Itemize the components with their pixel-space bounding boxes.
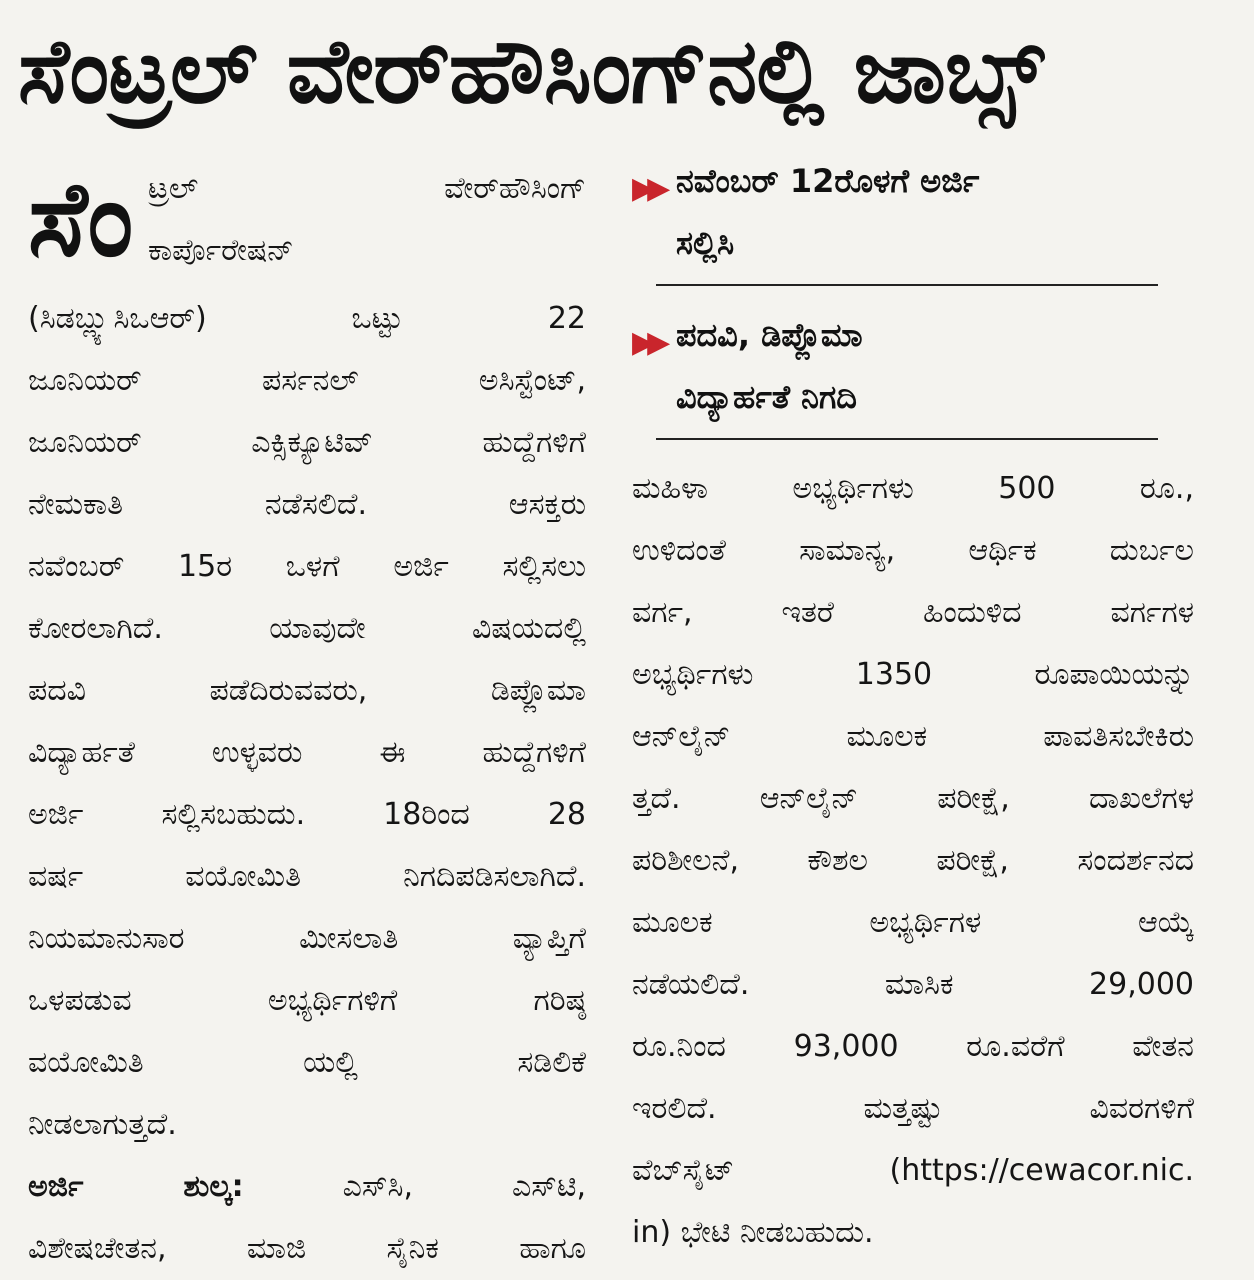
text-line: ವರ್ಗ, ಇತರೆ ಹಿಂದುಳಿದ ವರ್ಗಗಳ — [632, 595, 1194, 630]
text-line: ಒಳಪಡುವ ಅಭ್ಯರ್ಥಿಗಳಿಗೆ ಗರಿಷ್ಠ — [28, 983, 586, 1018]
text-line: ತ್ತದೆ. ಆನ್‌ಲೈನ್ ಪರೀಕ್ಷೆ, ದಾಖಲೆಗಳ — [632, 781, 1194, 816]
text-line: ವೆಬ್‌ಸೈಟ್ (https://cewacor.nic. — [632, 1153, 1194, 1188]
body-paragraph-left — [28, 288, 586, 1280]
double-arrow-icon: ▶▶ — [632, 325, 663, 360]
text-line: (ಸಿಡಬ್ಲ್ಯುಸಿಒಆರ್) ಒಟ್ಟು 22 — [28, 301, 586, 336]
text-line: ವರ್ಷ ವಯೋಮಿತಿ ನಿಗದಿಪಡಿಸಲಾಗಿದೆ. — [28, 859, 586, 894]
text-line: ನೇಮಕಾತಿ ನಡೆಸಲಿದೆ. ಆಸಕ್ತರು — [28, 487, 586, 522]
text-line: ಕೋರಲಾಗಿದೆ. ಯಾವುದೇ ವಿಷಯದಲ್ಲಿ — [28, 611, 586, 646]
highlight-line: ವಿದ್ಯಾರ್ಹತೆ ನಿಗದಿ — [676, 378, 857, 416]
left-column — [28, 150, 586, 1280]
text-line: ಅಭ್ಯರ್ಥಿಗಳು 1350 ರೂಪಾಯಿಯನ್ನು — [632, 657, 1194, 692]
text-line: ನವೆಂಬರ್ 15ರ ಒಳಗೆ ಅರ್ಜಿ ಸಲ್ಲಿಸಲು — [28, 549, 586, 584]
text-line: ನಡೆಯಲಿದೆ. ಮಾಸಿಕ 29,000 — [632, 967, 1194, 1002]
highlight-deadline — [632, 150, 1194, 274]
text-line: ಪರಿಶೀಲನೆ, ಕೌಶಲ ಪರೀಕ್ಷೆ, ಸಂದರ್ಶನದ — [632, 843, 1194, 878]
text-line: ಜೂನಿಯರ್ ಎಕ್ಸಿಕ್ಯೂಟಿವ್ ಹುದ್ದೆಗಳಿಗೆ — [28, 425, 586, 460]
highlight-qualification — [632, 304, 1194, 428]
text-line: ನಿಯಮಾನುಸಾರ ಮೀಸಲಾತಿ ವ್ಯಾಪ್ತಿಗೆ — [28, 921, 586, 956]
text-line: ಉಳಿದಂತೆ ಸಾಮಾನ್ಯ, ಆರ್ಥಿಕ ದುರ್ಬಲ — [632, 533, 1194, 568]
fee-label: ಅರ್ಜಿ ಶುಲ್ಕ: — [28, 1169, 244, 1204]
body-paragraph-right — [632, 458, 1194, 1264]
divider — [656, 284, 1158, 286]
highlight-line: ಪದವಿ, ಡಿಪ್ಲೊಮಾ — [676, 316, 863, 354]
fee-line — [28, 1156, 586, 1218]
right-column — [632, 150, 1194, 1264]
highlight-line: ಸಲ್ಲಿಸಿ — [676, 224, 735, 262]
text-line: in) ಭೇಟಿ ನೀಡಬಹುದು. — [632, 1215, 874, 1250]
headline: ಸೆಂಟ್ರಲ್ ವೇರ್‌ಹೌಸಿಂಗ್‌ನಲ್ಲಿ ಜಾಬ್ಸ್ — [18, 19, 1043, 124]
text-line: ಪದವಿ ಪಡೆದಿರುವವರು, ಡಿಪ್ಲೊಮಾ — [28, 673, 586, 708]
text-line: ರೂ.ನಿಂದ 93,000 ರೂ.ವರೆಗೆ ವೇತನ — [632, 1029, 1194, 1064]
text-line: ನೀಡಲಾಗುತ್ತದೆ. — [28, 1107, 177, 1142]
drop-cap: ಸೆಂ — [28, 158, 134, 280]
drop-line-1: ಟ್ರಲ್ ವೇರ್‌ಹೌಸಿಂಗ್ — [148, 171, 586, 206]
text-line: ಅರ್ಜಿ ಸಲ್ಲಿಸಬಹುದು. 18ರಿಂದ 28 — [28, 797, 586, 832]
highlight-line: ನವೆಂಬರ್ 12ರೊಳಗೆ ಅರ್ಜಿ — [676, 162, 980, 200]
text-line: ಆನ್‌ಲೈನ್ ಮೂಲಕ ಪಾವತಿಸಬೇಕಿರು — [632, 719, 1194, 754]
text-line: ವಿಶೇಷಚೇತನ, ಮಾಜಿ ಸೈನಿಕ ಹಾಗೂ — [28, 1231, 586, 1266]
divider — [656, 438, 1158, 440]
text-line: ಜೂನಿಯರ್ ಪರ್ಸನಲ್ ಅಸಿಸ್ಟೆಂಟ್, — [28, 363, 586, 398]
dropcap-row — [28, 150, 586, 288]
text-line: ವಿದ್ಯಾರ್ಹತೆ ಉಳ್ಳವರು ಈ ಹುದ್ದೆಗಳಿಗೆ — [28, 735, 586, 770]
fee-line-rest: ಎಸ್‌ಸಿ, ಎಸ್‌ಟಿ, — [342, 1169, 586, 1204]
text-line: ಮೂಲಕ ಅಭ್ಯರ್ಥಿಗಳ ಆಯ್ಕೆ — [632, 905, 1194, 940]
text-line: ಮಹಿಳಾ ಅಭ್ಯರ್ಥಿಗಳು 500 ರೂ., — [632, 471, 1194, 506]
double-arrow-icon: ▶▶ — [632, 171, 663, 206]
text-line: ವಯೋಮಿತಿ ಯಲ್ಲಿ ಸಡಿಲಿಕೆ — [28, 1045, 586, 1080]
drop-line-2: ಕಾರ್ಪೊರೇಷನ್ — [148, 233, 294, 268]
text-line: ಇರಲಿದೆ. ಮತ್ತಷ್ಟು ವಿವರಗಳಿಗೆ — [632, 1091, 1194, 1126]
